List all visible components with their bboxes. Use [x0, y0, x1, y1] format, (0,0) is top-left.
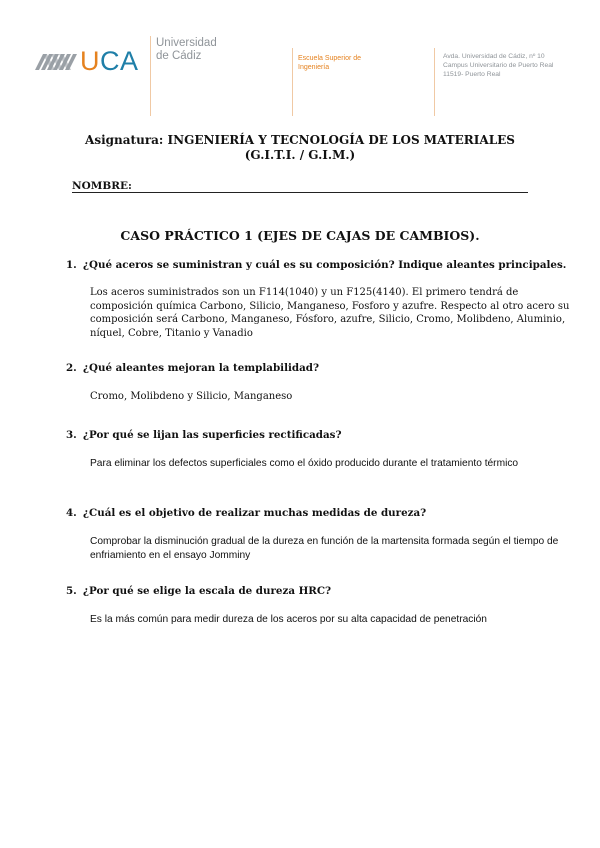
- question-text: ¿Cuál es el objetivo de realizar muchas medidas de dureza?: [83, 507, 427, 519]
- uca-logo-text: UCA: [80, 46, 139, 76]
- address-line1: Avda. Universidad de Cádiz, nº 10: [443, 53, 545, 60]
- university-name: [156, 37, 217, 63]
- answer-4: Comprobar la disminución gradual de la dureza en función de la martensita formada según el tiempo de enfriamiento en el ensayo Jomminy: [90, 536, 559, 561]
- question-number: 1.: [66, 259, 77, 271]
- name-label: NOMBRE:: [72, 180, 132, 192]
- question-text: ¿Por qué se lijan las superficies rectificadas?: [83, 429, 342, 441]
- divider-line: [292, 48, 293, 116]
- question-3: [66, 429, 576, 442]
- school-line1: Escuela Superior de: [298, 55, 362, 62]
- university-line2: de Cádiz: [156, 50, 202, 62]
- address-line2: Campus Universitario de Puerto Real: [443, 62, 554, 69]
- university-line1: Universidad: [156, 37, 217, 49]
- question-5: [66, 585, 576, 598]
- address-block: [443, 52, 553, 79]
- subject-line2: (G.I.T.I. / G.I.M.): [244, 148, 356, 162]
- subject-title: [0, 133, 600, 163]
- address-line3: 11519- Puerto Real: [443, 71, 501, 78]
- question-1: [66, 259, 576, 272]
- question-number: 3.: [66, 429, 77, 441]
- question-text: ¿Qué aleantes mejoran la templabilidad?: [83, 362, 320, 374]
- school-line2: Ingeniería: [298, 64, 330, 71]
- question-4: [66, 507, 576, 520]
- divider-line: [434, 48, 435, 116]
- question-text: ¿Por qué se elige la escala de dureza HRC?: [83, 585, 332, 597]
- uca-logo-ca: CA: [100, 46, 139, 76]
- answer-5: Es la más común para medir dureza de los aceros por su alta capacidad de penetración: [90, 614, 487, 625]
- divider-line: [150, 36, 151, 116]
- subject-line1: Asignatura: INGENIERÍA Y TECNOLOGÍA DE LOS MATERIALES: [85, 133, 515, 147]
- answer-2: Cromo, Molibdeno y Silicio, Manganeso: [90, 391, 293, 402]
- school-name: [298, 54, 361, 72]
- case-title: CASO PRÁCTICO 1 (EJES DE CAJAS DE CAMBIOS).: [120, 228, 480, 243]
- question-number: 4.: [66, 507, 77, 519]
- answer-3: Para eliminar los defectos superficiales como el óxido producido durante el tratamiento térmico: [90, 458, 519, 469]
- question-number: 5.: [66, 585, 77, 597]
- question-2: [66, 362, 576, 375]
- question-text: ¿Qué aceros se suministran y cuál es su composición? Indique aleantes principales.: [83, 259, 567, 271]
- question-number: 2.: [66, 362, 77, 374]
- name-field-line: [72, 192, 528, 193]
- answer-1: Los aceros suministrados son un F114(1040) y un F125(4140). El primero tendrá de composición química Carbono, Silicio, Manganeso, Fosforo y azufre. Respecto al otro acero su composición será Carbono, Manganeso, Fósforo, azufre, Silicio, Cromo, Molibdeno, Aluminio, níquel, Cobre, Titanio y Vanadio: [90, 287, 570, 339]
